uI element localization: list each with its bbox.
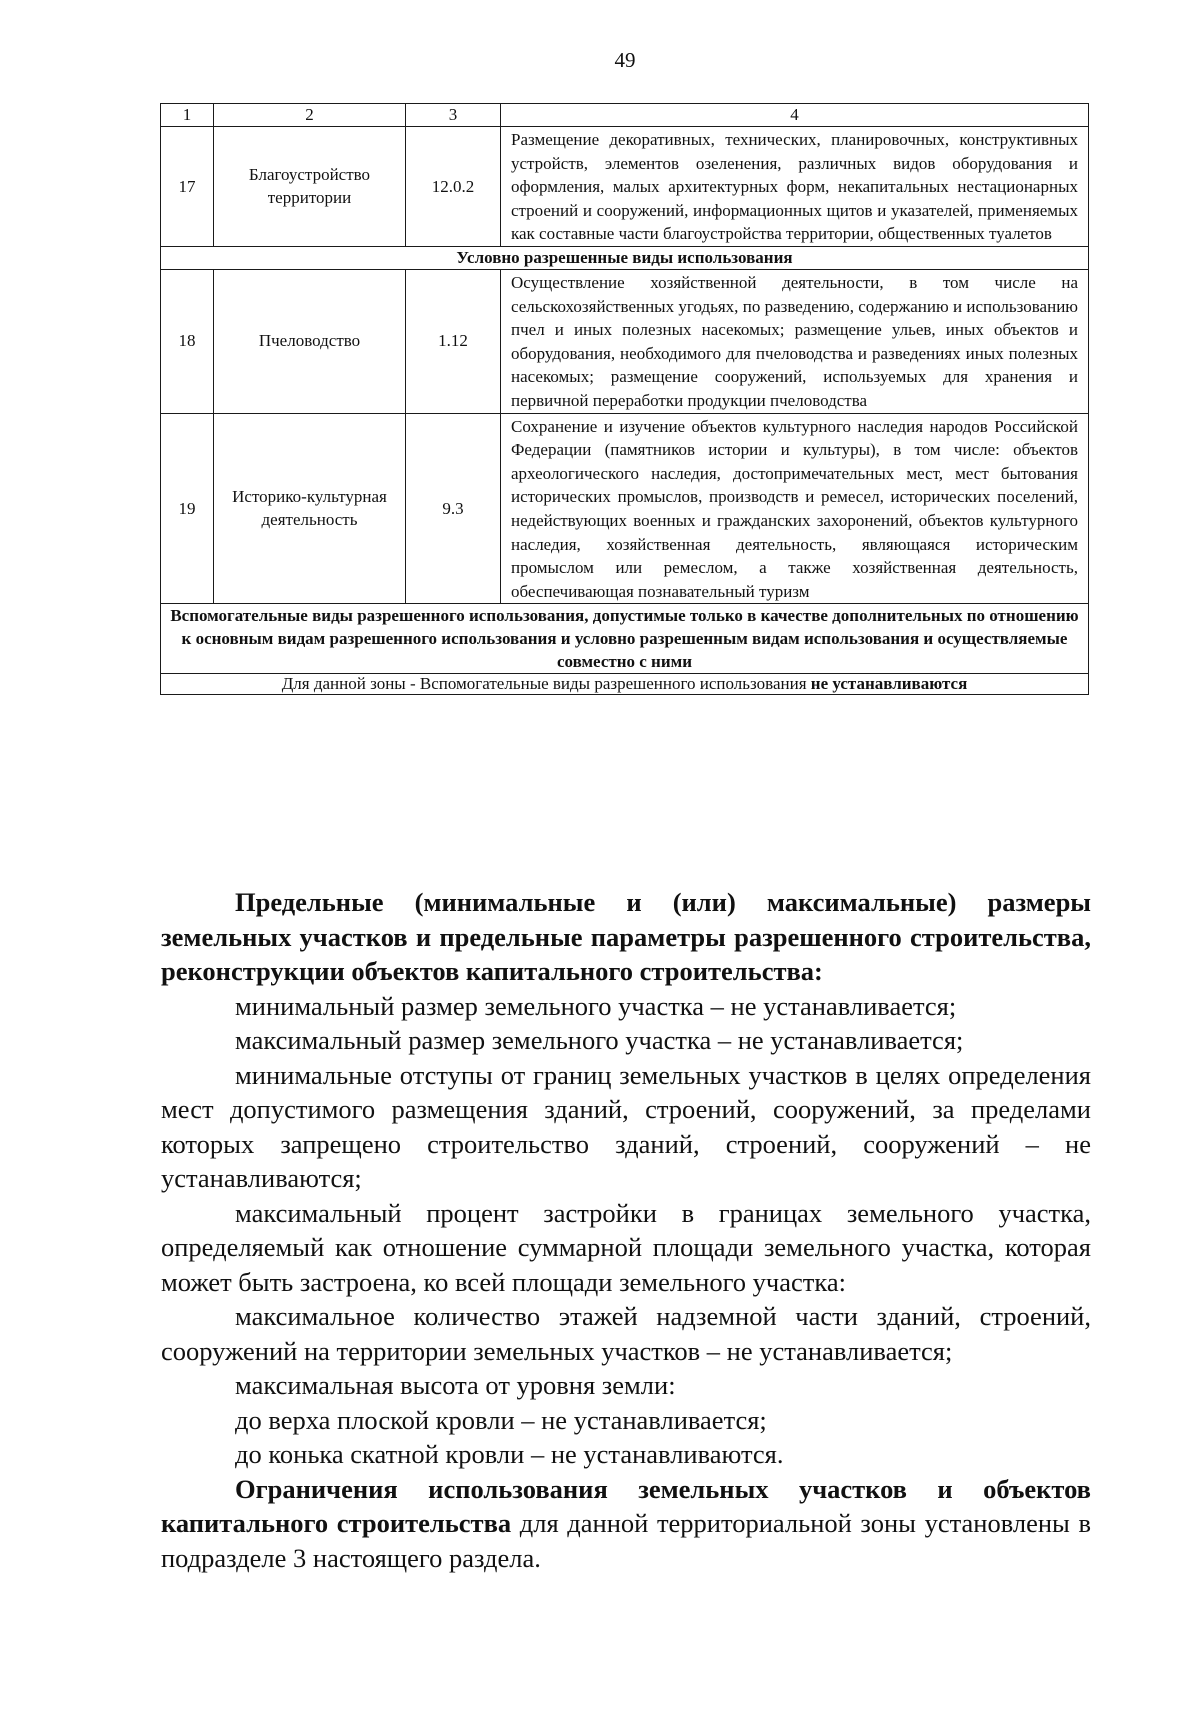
limits-heading: Предельные (минимальные и (или) максимальные) размеры земельных участков и предельные параметры разрешенного строительства, реконструкции объектов капитального строительства: bbox=[161, 887, 1091, 986]
table-row bbox=[161, 127, 1089, 247]
auxiliary-note-row bbox=[161, 674, 1089, 695]
max-percent-paragraph: максимальный процент застройки в границах земельного участка, определяемый как отношение суммарной площади земельного участка, которая может быть застроена, ко всей площади земельного участка: bbox=[161, 1197, 1091, 1297]
section-heading-row bbox=[161, 604, 1089, 674]
auxiliary-note bbox=[161, 674, 1089, 695]
use-description: Осуществление хозяйственной деятельности, в том числе на сельскохозяйственных угодьях, по разведению, содержанию и использованию пчел и иных полезных насекомых; размещение ульев, иных объектов и оборудования, необходимого для пчеловодства и разведениях иных полезных насекомых; размещение сооружений, используемых для хранения и первичной переработки продукции пчеловодства bbox=[501, 269, 1089, 413]
land-use-table bbox=[160, 103, 1089, 695]
use-name: Историко-культурная деятельность bbox=[214, 413, 406, 604]
column-header: 2 bbox=[214, 104, 406, 127]
use-code: 12.0.2 bbox=[406, 127, 501, 247]
use-description: Сохранение и изучение объектов культурного наследия народов Российской Федерации (памятников истории и культуры), в том числе: объектов археологического наследия, достопримечательных мест, мест бытования исторических промыслов, производств и ремесел, исторических поселений, недействующих военных и гражданских захоронений, объектов культурного наследия, хозяйственная деятельность, являющаяся историческим промыслом или ремеслом, а также хозяйственная деятельность, обеспечивающая познавательный туризм bbox=[501, 413, 1089, 604]
column-header: 4 bbox=[501, 104, 1089, 127]
column-header: 3 bbox=[406, 104, 501, 127]
use-description: Размещение декоративных, технических, планировочных, конструктивных устройств, элементов озеленения, различных видов оборудования и оформления, малых архитектурных форм, некапитальных нестационарных строений и сооружений, информационных щитов и указателей, применяемых как составные части благоустройства территории, общественных туалетов bbox=[501, 127, 1089, 247]
table-row bbox=[161, 269, 1089, 413]
pitched-roof-line: до конька скатной кровли – не устанавливаются. bbox=[235, 1439, 784, 1469]
page-number: 49 bbox=[614, 48, 636, 72]
restrictions-paragraph bbox=[161, 1472, 1091, 1576]
max-height-line: максимальная высота от уровня земли: bbox=[235, 1370, 676, 1400]
auxiliary-uses-heading: Вспомогательные виды разрешенного использования, допустимые только в качестве дополнительных по отношению к основным видам разрешенного использования и условно разрешенным видам использования и осуществляемые совместно с ними bbox=[161, 604, 1089, 674]
section-heading-row bbox=[161, 246, 1089, 269]
use-name: Пчеловодство bbox=[214, 269, 406, 413]
row-number: 18 bbox=[161, 269, 214, 413]
row-number: 17 bbox=[161, 127, 214, 247]
use-code: 9.3 bbox=[406, 413, 501, 604]
conditional-uses-heading: Условно разрешенные виды использования bbox=[161, 246, 1089, 269]
use-code: 1.12 bbox=[406, 269, 501, 413]
row-number: 19 bbox=[161, 413, 214, 604]
restrictions-rest: для данной территориальной зоны установлены в подразделе 3 настоящего раздела. bbox=[161, 1508, 1091, 1573]
table-row bbox=[161, 413, 1089, 604]
max-floors-paragraph: максимальное количество этажей надземной части зданий, строений, сооружений на территории земельных участков – не устанавливается; bbox=[161, 1301, 1091, 1366]
restrictions-bold: Ограничения использования земельных участков и объектов капитального строительства bbox=[161, 1473, 1091, 1538]
flat-roof-line: до верха плоской кровли – не устанавливается; bbox=[235, 1404, 767, 1435]
column-header: 1 bbox=[161, 104, 214, 127]
min-setbacks-paragraph: минимальные отступы от границ земельных участков в целях определения мест допустимого размещения зданий, строений, сооружений, за пределами которых запрещено строительство зданий, строений, сооружений – не устанавливаются; bbox=[161, 1059, 1091, 1193]
auxiliary-note-emphasis: не устанавливаются bbox=[810, 674, 968, 694]
min-size-line: минимальный размер земельного участка – не устанавливается; bbox=[235, 990, 957, 1021]
parameters-section bbox=[161, 885, 1091, 1575]
max-size-line: максимальный размер земельного участка – не устанавливается; bbox=[235, 1025, 964, 1055]
use-name: Благоустройство территории bbox=[214, 127, 406, 247]
table-header-row bbox=[161, 104, 1089, 127]
auxiliary-note-prefix: Для данной зоны - Вспомогательные виды разрешенного использования bbox=[281, 674, 807, 694]
